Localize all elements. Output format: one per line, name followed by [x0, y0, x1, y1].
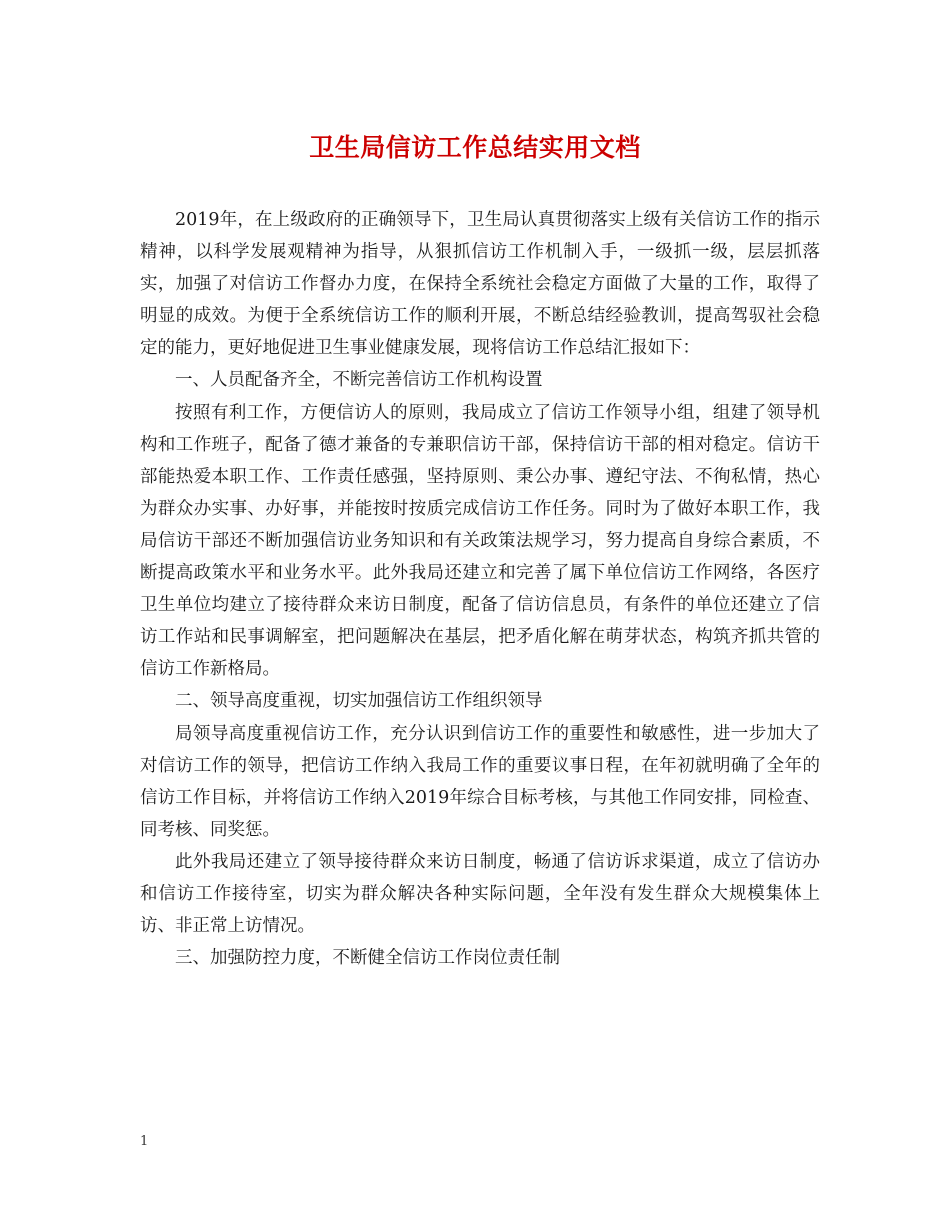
- section-heading-3: 三、加强防控力度，不断健全信访工作岗位责任制: [175, 948, 560, 969]
- section-1-paragraph: 按照有利工作，方便信访人的原则，我局成立了信访工作领导小组，组建了领导机构和工作班子，配备了德才兼备的专兼职信访干部，保持信访干部的相对稳定。信访干部能热爱本职工作、工作责任感强，坚持原则、秉公办事、遵纪守法、不徇私情，热心为群众办实事、办好事，并能按时按质完成信访工作任务。同时为了做好本职工作，我局信访干部还不断加强信访业务知识和有关政策法规学习，努力提高自身综合素质，不断提高政策水平和业务水平。此外我局还建立和完善了属下单位信访工作网络，各医疗卫生单位均建立了接待群众来访日制度，配备了信访信息员，有条件的单位还建立了信访工作站和民事调解室，把问题解决在基层，把矛盾化解在萌芽状态，构筑齐抓共管的信访工作新格局。: [140, 402, 820, 680]
- section-2-paragraph-1: 局领导高度重视信访工作，充分认识到信访工作的重要性和敏感性，进一步加大了对信访工作的领导，把信访工作纳入我局工作的重要议事日程，在年初就明确了全年的信访工作目标，并将信访工作纳入2019年综合目标考核，与其他工作同安排，同检查、同考核、同奖惩。: [140, 723, 820, 840]
- intro-paragraph: 2019年，在上级政府的正确领导下，卫生局认真贯彻落实上级有关信访工作的指示精神，以科学发展观精神为指导，从狠抓信访工作机制入手，一级抓一级，层层抓落实，加强了对信访工作督办力度，在保持全系统社会稳定方面做了大量的工作，取得了明显的成效。为便于全系统信访工作的顺利开展，不断总结经验教训，提高驾驭社会稳定的能力，更好地促进卫生事业健康发展，现将信访工作总结汇报如下：: [140, 210, 820, 359]
- section-heading-2: 二、领导高度重视，切实加强信访工作组织领导: [175, 691, 543, 712]
- document-body: [140, 204, 820, 974]
- document-title: 卫生局信访工作总结实用文档: [309, 133, 641, 162]
- section-2-paragraph-2: 此外我局还建立了领导接待群众来访日制度，畅通了信访诉求渠道，成立了信访办和信访工作接待室，切实为群众解决各种实际问题，全年没有发生群众大规模集体上访、非正常上访情况。: [140, 851, 820, 937]
- page-number: 1: [140, 1134, 149, 1149]
- section-heading-1: 一、人员配备齐全，不断完善信访工作机构设置: [175, 370, 543, 391]
